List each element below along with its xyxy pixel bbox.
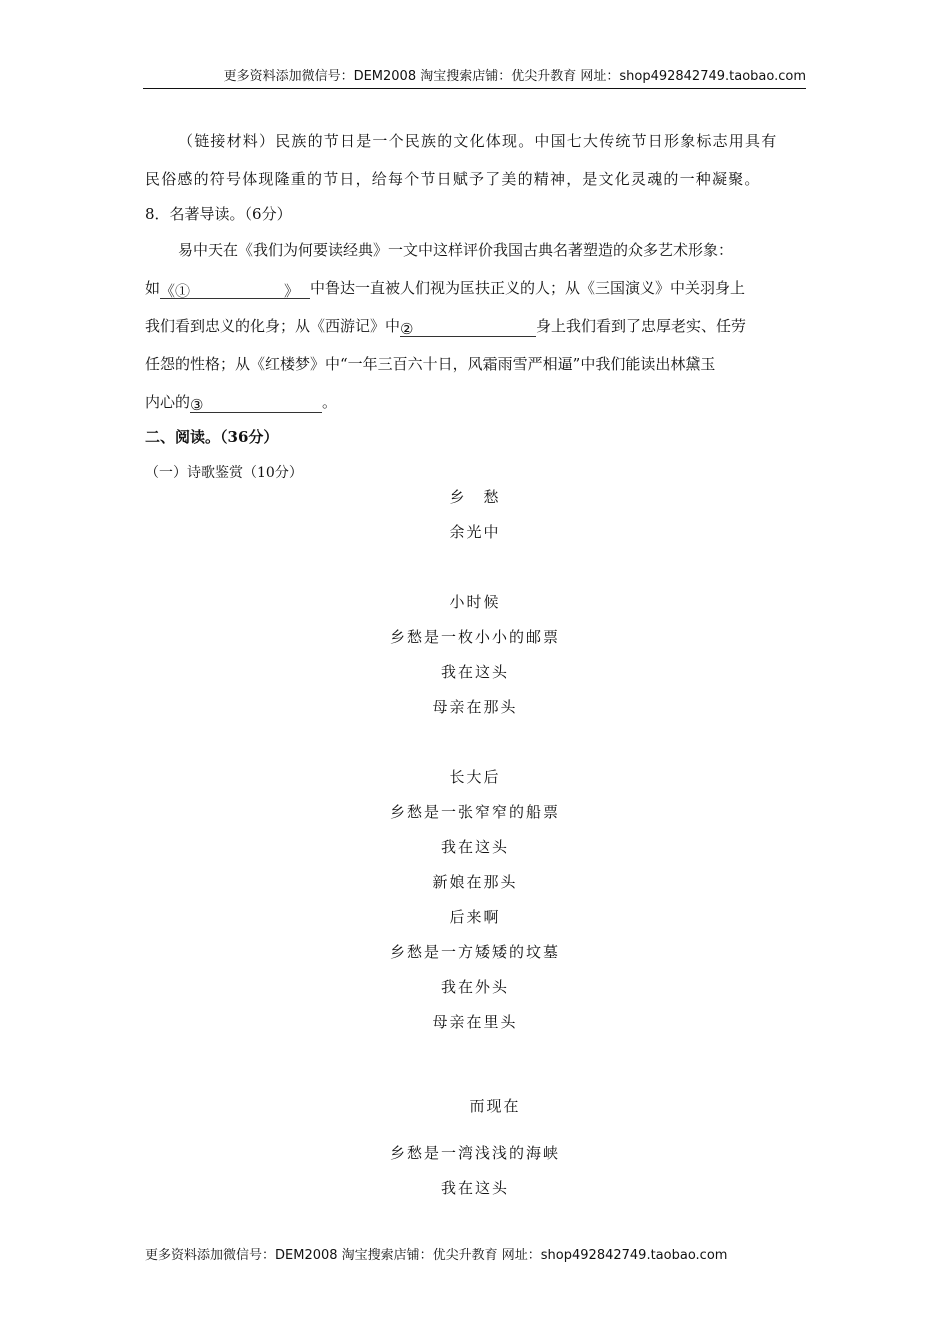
poem-line: 长大后 — [449, 768, 501, 786]
question-8-line-5 — [145, 391, 337, 413]
answer-blank-1[interactable] — [160, 280, 310, 299]
answer-blank-2[interactable] — [400, 318, 536, 337]
blank-1-close: 》 — [284, 282, 300, 300]
section-2-title: 二、阅读。（36分） — [145, 428, 279, 446]
poem-line: 新娘在那头 — [432, 873, 518, 891]
blank-1-open: 《① — [160, 282, 191, 300]
header-text: 更多资料添加微信号：DEM2008 淘宝搜索店铺：优尖升教育 网址：shop492842749.taobao.com — [223, 69, 806, 84]
question-8-line-3 — [145, 315, 746, 337]
question-8-line-2 — [145, 277, 745, 299]
question-8-line-4: 任怨的性格；从《红楼梦》中“一年三百六十日，风霜雨雪严相逼”中我们能读出林黛玉 — [145, 355, 716, 373]
page-header — [143, 66, 806, 89]
poem-line: 母亲在那头 — [432, 698, 518, 716]
link-material-line-1: （链接材料）民族的节日是一个民族的文化体现。中国七大传统节日形象标志用具有 — [178, 132, 778, 150]
line-2-prefix: 如 — [145, 279, 161, 297]
poem-author: 余光中 — [449, 523, 501, 541]
poem-line: 而现在 — [469, 1097, 521, 1115]
poem-line: 我在这头 — [440, 838, 509, 856]
question-8-title: 8．名著导读。（6分） — [145, 205, 292, 223]
page-footer — [145, 1246, 727, 1266]
section-2-subtitle: （一）诗歌鉴赏（10分） — [145, 465, 303, 481]
footer-text: 更多资料添加微信号：DEM2008 淘宝搜索店铺：优尖升教育 网址：shop492842749.taobao.com — [145, 1248, 728, 1263]
poem-line: 乡愁是一方矮矮的坟墓 — [389, 943, 560, 961]
poem-line: 小时候 — [449, 593, 501, 611]
question-8-line-1: 易中天在《我们为何要读经典》一文中这样评价我国古典名著塑造的众多艺术形象： — [178, 241, 734, 259]
line-3-suffix: 身上我们看到了忠厚老实、任劳 — [536, 317, 747, 335]
poem-line: 乡愁是一张窄窄的船票 — [389, 803, 560, 821]
line-3-prefix: 我们看到忠义的化身；从《西游记》中 — [145, 317, 401, 335]
poem-title: 乡 愁 — [449, 488, 501, 506]
poem-line: 后来啊 — [449, 908, 501, 926]
poem-line: 乡愁是一湾浅浅的海峡 — [389, 1144, 560, 1162]
link-material-line-2: 民俗感的符号体现隆重的节日，给每个节日赋予了美的精神，是文化灵魂的一种凝聚。 — [145, 170, 761, 188]
blank-3-label: ③ — [190, 396, 204, 414]
poem-line: 母亲在里头 — [432, 1013, 518, 1031]
line-5-suffix: 。 — [322, 393, 338, 411]
poem-line: 我在这头 — [440, 1179, 509, 1197]
poem-line: 我在这头 — [440, 663, 509, 681]
poem-line: 我在外头 — [440, 978, 509, 996]
answer-blank-3[interactable] — [190, 394, 322, 413]
line-5-prefix: 内心的 — [145, 393, 191, 411]
blank-2-label: ② — [400, 320, 414, 338]
line-2-suffix: 中鲁达一直被人们视为匡扶正义的人；从《三国演义》中关羽身上 — [310, 279, 746, 297]
poem-line: 乡愁是一枚小小的邮票 — [389, 628, 560, 646]
